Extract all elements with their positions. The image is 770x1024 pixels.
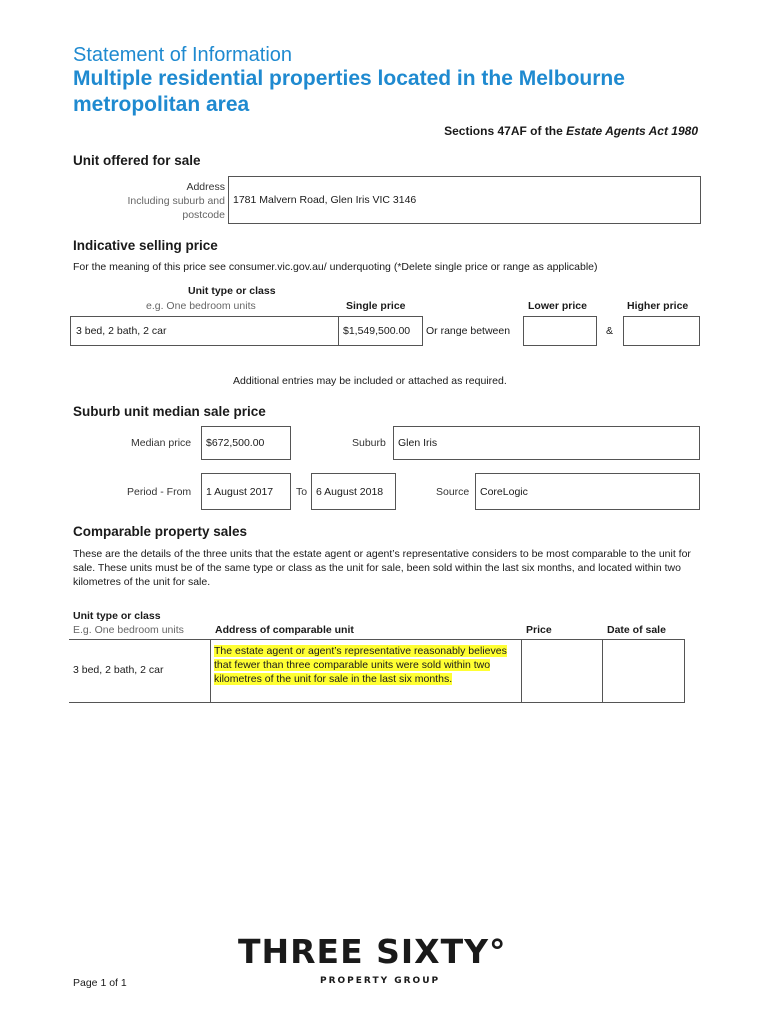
company-logo-subtitle: PROPERTY GROUP: [320, 976, 441, 986]
lower-price-field[interactable]: [523, 316, 597, 346]
additional-entries-note: Additional entries may be included or attached as required.: [233, 375, 507, 387]
comparable-address-highlight: The estate agent or agent’s representative reasonably believes that fewer than three comparable units were sold within two kilometres of the unit for sale in the last six months.: [214, 645, 507, 685]
unit-type-column-header: Unit type or class: [188, 285, 276, 297]
period-from-field[interactable]: 1 August 2017: [201, 473, 291, 510]
indicative-price-row: [70, 316, 423, 346]
comparable-unit-type-example: E.g. One bedroom units: [73, 624, 184, 636]
range-text: Or range between: [426, 325, 511, 337]
single-price-column-header: Single price: [346, 300, 406, 312]
range-ampersand: &: [606, 325, 614, 337]
source-field[interactable]: CoreLogic: [475, 473, 700, 510]
address-label-line-2: Including suburb and: [127, 195, 225, 207]
higher-price-column-header: Higher price: [627, 300, 689, 312]
comparable-heading: Comparable property sales: [73, 524, 248, 539]
source-label: Source: [436, 486, 470, 498]
page-number: Page 1 of 1: [73, 977, 127, 989]
comparable-description: These are the details of the three units that the estate agent or agent’s representative considers to be most comparable to the unit for sale. These units must be of the same type or class as the unit for sale, been sold within the last six months, and located within two kilometres of the unit for sale.: [73, 548, 691, 588]
address-field[interactable]: 1781 Malvern Road, Glen Iris VIC 3146: [228, 176, 701, 224]
lower-price-column-header: Lower price: [528, 300, 587, 312]
median-price-field[interactable]: $672,500.00: [201, 426, 291, 460]
period-to-label: To: [296, 486, 308, 498]
comparable-unit-type-header: Unit type or class: [73, 610, 161, 622]
unit-type-example: e.g. One bedroom units: [146, 300, 256, 312]
comparable-table-row: [69, 639, 685, 703]
document-title: Statement of Information: [73, 44, 293, 66]
document-heading: Multiple residential properties located in the Melbourne metropolitan area: [73, 67, 625, 116]
period-to-field[interactable]: 6 August 2018: [311, 473, 396, 510]
address-label: [128, 180, 226, 222]
unit-type-value[interactable]: 3 bed, 2 bath, 2 car: [76, 325, 167, 337]
comparable-date-cell[interactable]: [602, 640, 685, 702]
period-from-label: Period - From: [127, 486, 192, 498]
comparable-date-header: Date of sale: [607, 624, 666, 636]
act-name: Estate Agents Act 1980: [566, 124, 698, 138]
comparable-price-header: Price: [526, 624, 552, 636]
legislation-reference: [444, 124, 698, 138]
median-heading: Suburb unit median sale price: [73, 404, 266, 419]
comparable-column-divider-1: [69, 640, 211, 702]
sections-prefix: Sections 47AF of the: [444, 124, 567, 138]
higher-price-field[interactable]: [623, 316, 700, 346]
suburb-field[interactable]: Glen Iris: [393, 426, 700, 460]
address-label-line-1: Address: [186, 181, 225, 193]
median-price-label: Median price: [131, 437, 192, 449]
single-price-value[interactable]: $1,549,500.00: [343, 325, 411, 337]
comparable-address-value[interactable]: [214, 644, 517, 686]
suburb-label: Suburb: [352, 437, 386, 449]
unit-offered-heading: Unit offered for sale: [73, 153, 201, 168]
indicative-price-heading: Indicative selling price: [73, 238, 218, 253]
company-logo-wordmark: THREE SIXTY°: [238, 932, 507, 971]
comparable-unit-value[interactable]: 3 bed, 2 bath, 2 car: [73, 664, 164, 676]
comparable-address-header: Address of comparable unit: [215, 624, 354, 636]
comparable-price-cell[interactable]: [521, 640, 603, 702]
address-label-line-3: postcode: [182, 209, 225, 221]
indicative-price-note: For the meaning of this price see consumer.vic.gov.au/ underquoting (*Delete single price or range as applicable): [73, 261, 598, 273]
